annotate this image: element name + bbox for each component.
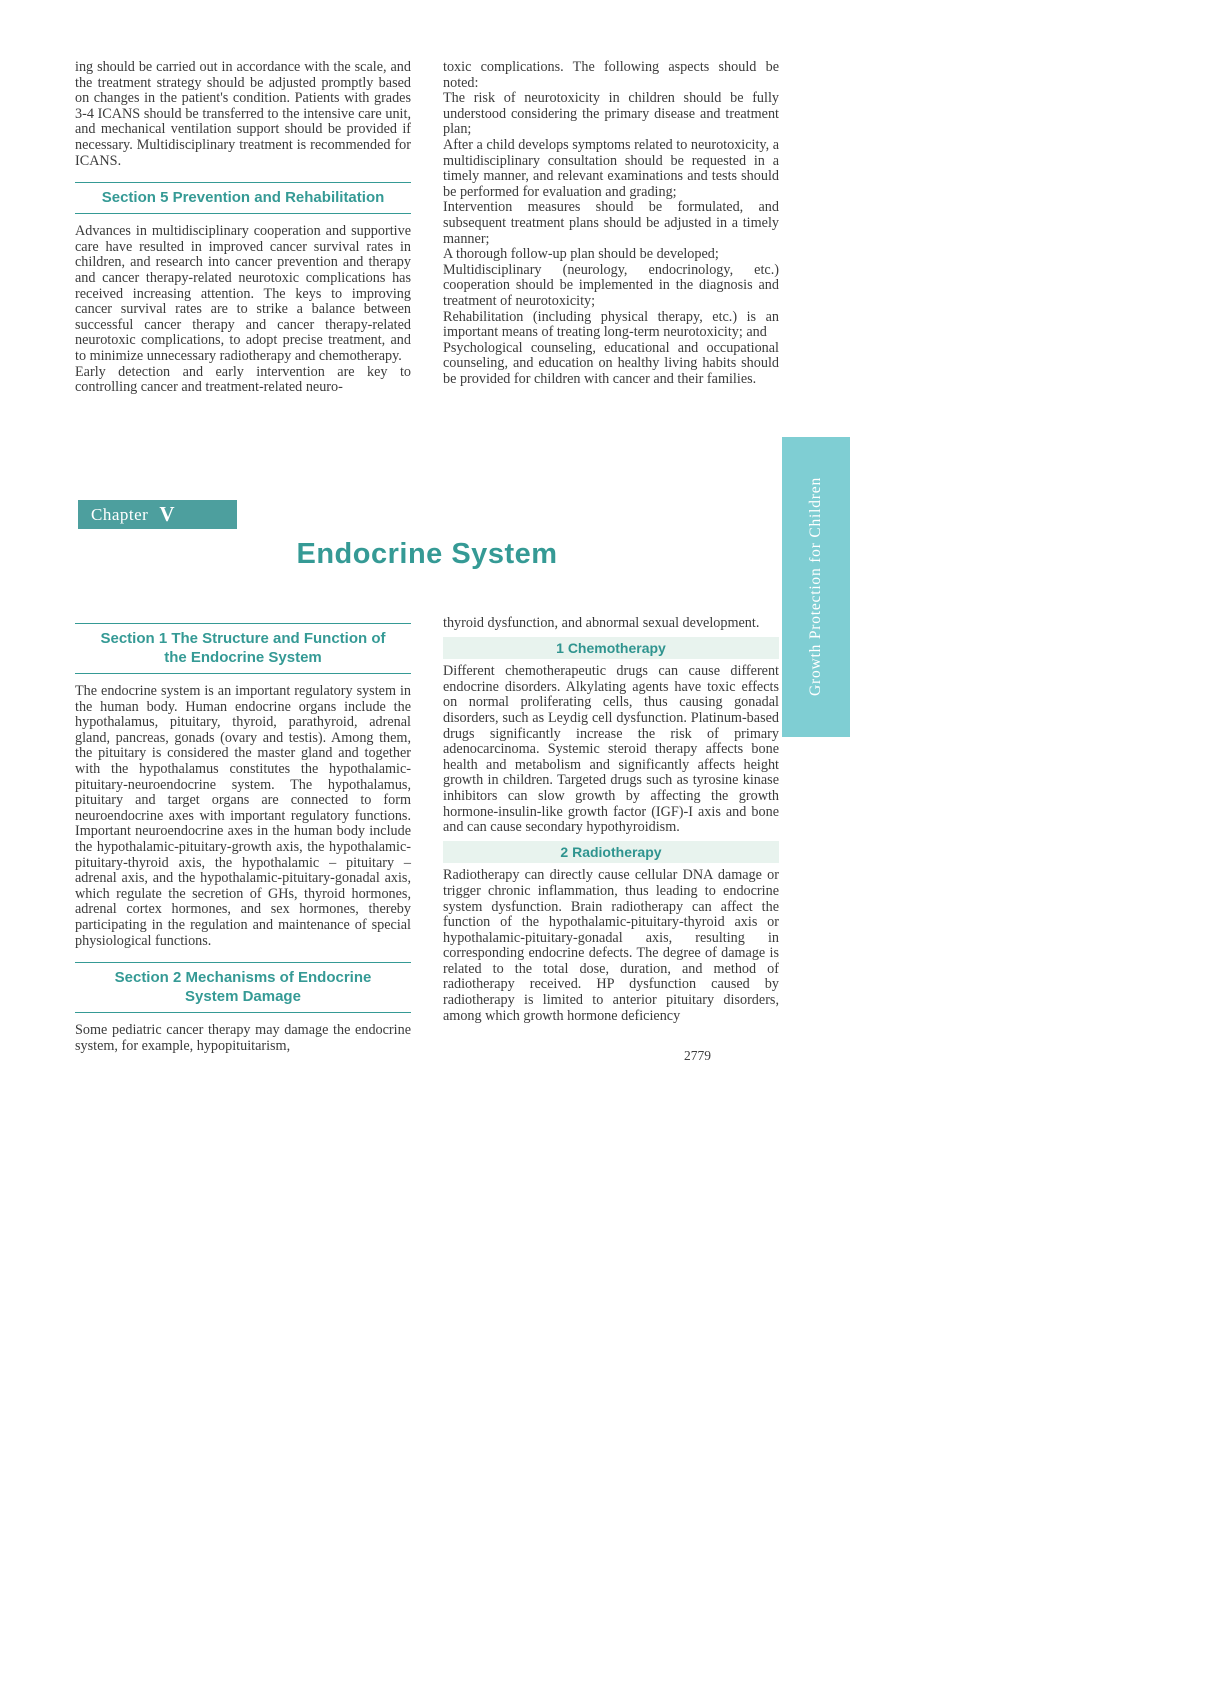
paragraph-multidisciplinary: Multidisciplinary (neurology, endocrinology, etc.) cooperation should be implemented in the diagnosis and treatment of neurotoxicity; <box>443 261 779 309</box>
side-tab-growth-protection <box>782 437 850 737</box>
section-2-heading <box>75 962 411 1013</box>
chapter-label: Chapter <box>91 504 149 524</box>
paragraph-chemotherapy: Different chemotherapeutic drugs can cause different endocrine disorders. Alkylating agents have toxic effects on normal proliferating cells, thus causing gonadal disorders, such as Leydig cell dysfunction. Platinum-based drugs significantly increase the risk of primary adenocarcinoma. Systemic steroid therapy affects bone health and metabolism and significantly affects height growth in children. Targeted drugs such as tyrosine kinase inhibitors can slow growth by affecting the growth hormone-insulin-like growth factor (IGF)-I axis and bone and can cause secondary hypothyroidism. <box>443 663 779 836</box>
paragraph-follow-up: A thorough follow-up plan should be developed; <box>443 246 719 263</box>
section-2-heading-line1: Section 2 Mechanisms of Endocrine <box>114 969 372 987</box>
column-top-left <box>75 60 411 396</box>
section-5-heading <box>75 182 411 214</box>
column-bottom-left <box>75 616 411 1054</box>
subsection-radiotherapy-heading: 2 Radiotherapy <box>443 841 779 864</box>
side-tab-label: Growth Protection for Children <box>807 477 824 697</box>
paragraph-early-detection: Early detection and early intervention are key to controlling cancer and treatment-related neuro- <box>75 363 411 396</box>
paragraph-thyroid-dysfunction: thyroid dysfunction, and abnormal sexual development. <box>443 615 760 631</box>
chapter-banner <box>78 500 237 529</box>
subsection-chemotherapy-heading: 1 Chemotherapy <box>443 637 779 660</box>
chapter-title: Endocrine System <box>296 538 558 570</box>
column-bottom-right <box>443 616 779 1024</box>
section-5-heading-text: Section 5 Prevention and Rehabilitation <box>101 189 385 207</box>
page-number: 2779 <box>684 1048 711 1063</box>
paragraph-endocrine-structure: The endocrine system is an important regulatory system in the human body. Human endocrine organs include the hypothalamus, pituitary, thyroid, parathyroid, adrenal gland, pancreas, gonads (ovary and testis). Among them, the pituitary is considered the master gland and together with the hypothalamus constitutes the hypothalamic-pituitary-neuroendocrine system. The hypothalamus, pituitary and target organs are connected to form neuroendocrine axes with important regulatory functions. Important neuroendocrine axes in the human body include the hypothalamic-pituitary-growth axis, the hypothalamic-pituitary-thyroid axis, the hypothalamic – pituitary – adrenal axis, and the hypothalamic-pituitary-gonadal axis, which regulate the secretion of GHs, thyroid hormones, adrenal cortex hormones, and sex hormones, thereby participating in the regulation and maintenance of special physiological functions. <box>75 683 411 949</box>
paragraph-risk: The risk of neurotoxicity in children should be fully understood considering the primary disease and treatment plan; <box>443 90 779 138</box>
paragraph-damage-intro: Some pediatric cancer therapy may damage the endocrine system, for example, hypopituitarism, <box>75 1022 411 1054</box>
paragraph-advances: Advances in multidisciplinary cooperation and supportive care have resulted in improved cancer survival rates in children, and research into cancer prevention and therapy and cancer therapy-related neurotoxic complications has received increasing attention. The keys to improving cancer survival rates are to strike a balance between successful cancer therapy and cancer therapy-related neurotoxic complications, to adopt precise treatment, and to minimize unnecessary radiotherapy and chemotherapy. <box>75 223 411 364</box>
paragraph-intervention: Intervention measures should be formulated, and subsequent treatment plans should be adjusted in a timely manner; <box>443 199 779 247</box>
paragraph-noted: toxic complications. The following aspects should be noted: <box>443 59 779 91</box>
section-1-heading <box>75 623 411 674</box>
section-2-heading-line2: System Damage <box>185 988 301 1006</box>
section-1-heading-line2: the Endocrine System <box>164 649 322 666</box>
paragraph-counseling: Psychological counseling, educational and occupational counseling, and education on healthy living habits should be provided for children with cancer and their families. <box>443 339 779 387</box>
section-1-heading-line1: Section 1 The Structure and Function of <box>100 630 386 647</box>
paragraph-icans: ing should be carried out in accordance with the scale, and the treatment strategy should be adjusted promptly based on changes in the patient's condition. Patients with grades 3-4 ICANS should be transferred to the intensive care unit, and mechanical ventilation support should be provided if necessary. Multidisciplinary treatment is recommended for ICANS. <box>75 59 411 169</box>
paragraph-rehabilitation: Rehabilitation (including physical therapy, etc.) is an important means of treating long-term neurotoxicity; and <box>443 308 779 341</box>
column-top-right <box>443 60 779 387</box>
paragraph-radiotherapy: Radiotherapy can directly cause cellular DNA damage or trigger chronic inflammation, thus leading to endocrine system dysfunction. Brain radiotherapy can affect the function of the hypothalamic-pituitary-thyroid axis or hypothalamic-pituitary-gonadal axis, resulting in corresponding endocrine defects. The degree of damage is related to the total dose, duration, and method of radiotherapy received. HP dysfunction caused by radiotherapy is limited to anterior pituitary disorders, among which growth hormone deficiency <box>443 867 779 1024</box>
chapter-numeral: V <box>159 502 175 526</box>
paragraph-consultation: After a child develops symptoms related to neurotoxicity, a multidisciplinary consultation should be requested in a timely manner, and relevant examinations and tests should be performed for evaluation and grading; <box>443 136 779 200</box>
